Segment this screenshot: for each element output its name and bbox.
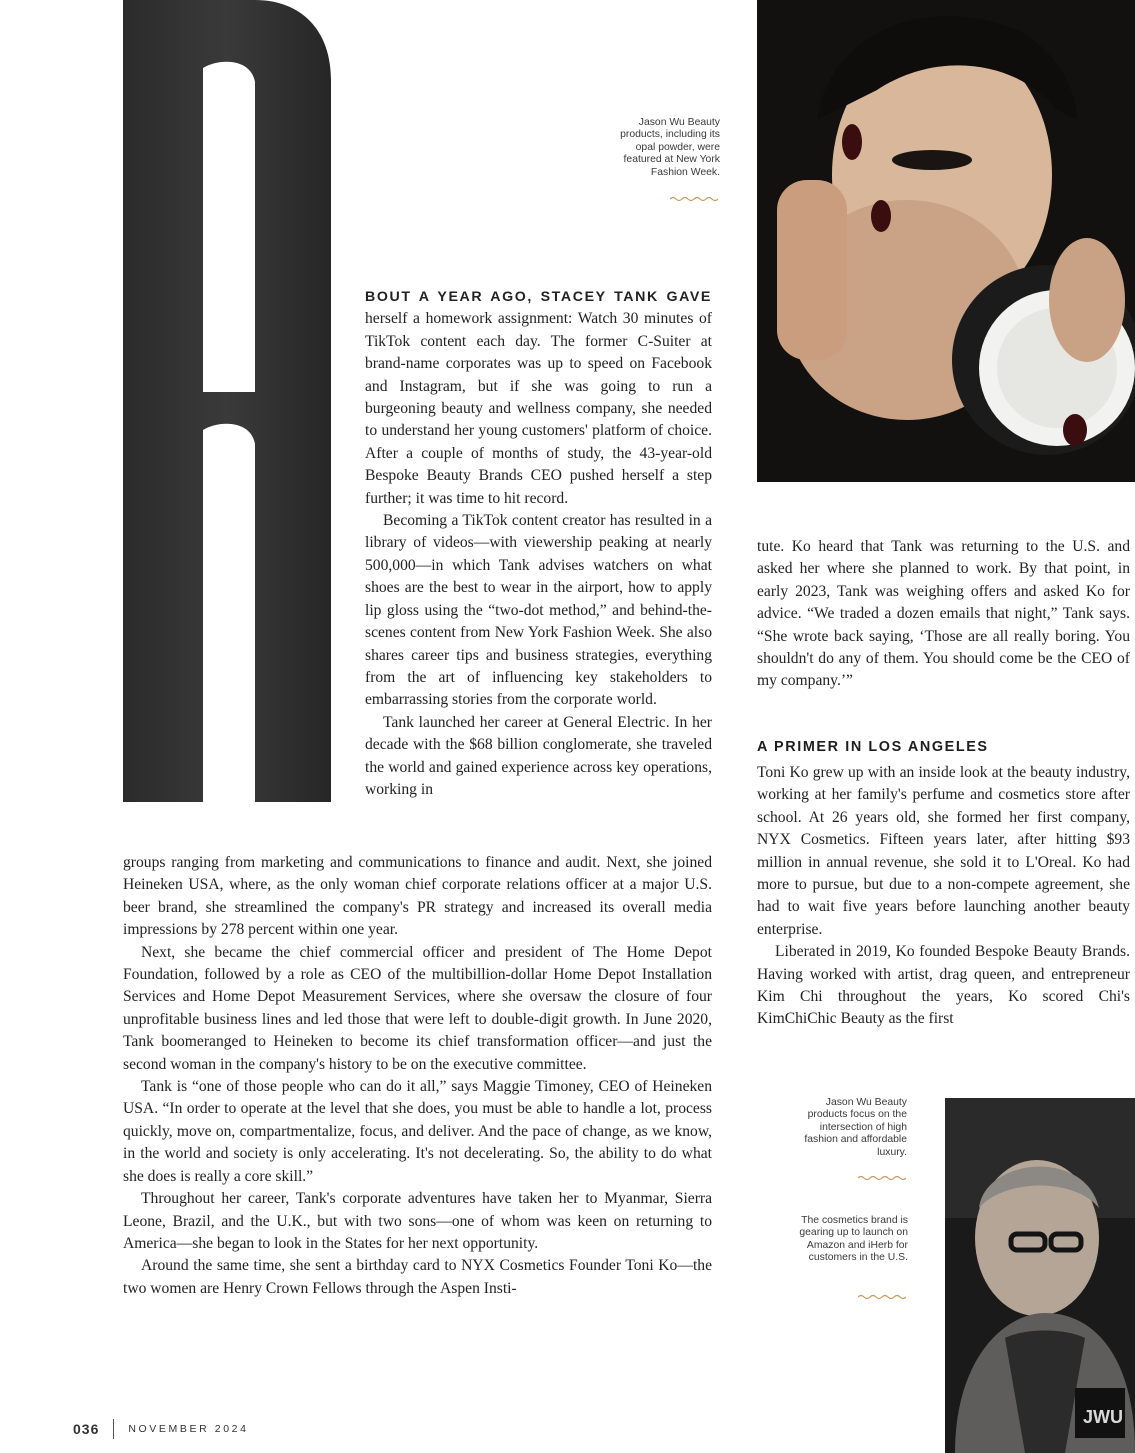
caption-bottom-2-text: The cosmetics brand is gearing up to launch on Amazon and iHerb for customers in the U.S. [799,1215,908,1264]
caption-bottom-1-text: Jason Wu Beauty products focus on the intersection of high fashion and affordable luxury. [804,1097,907,1158]
lead-in: BOUT A YEAR AGO, STACEY TANK GAVE [365,289,712,305]
paragraph-7: Around the same time, she sent a birthday card to NYX Cosmetics Founder Toni Ko—the two women are Henry Crown Fellows through the Aspen Insti- [123,1257,712,1297]
section-heading: A PRIMER IN LOS ANGELES [757,739,989,755]
folio-divider [113,1419,114,1439]
caption-ornament [670,196,718,202]
designer-photo [945,1098,1135,1453]
paragraph-3-continued: groups ranging from marketing and communications to finance and audit. Next, she joined Heineken USA, where, as the only woman chief corporate relations officer at a major U.S. beer brand, she streamlined the company's PR strategy and increased its overall media impressions by 278 percent within one year. [123,854,712,939]
paragraph-5: Tank is “one of those people who can do it all,” says Maggie Timoney, CEO of Heineken USA. “In order to operate at the level that she does, you must be able to handle a lot, process quickly, move on, compartmentalize, focus, and deliver. And the pace of change, as we know, in the world and society is only accelerating. It's not decelerating. So, the ability to do what she does is really a core skill.” [123,1078,712,1185]
drop-cap-text [331,0,332,1]
caption-top-text: Jason Wu Beauty products, including its opal powder, were featured at New York Fashion Week. [620,117,720,178]
designer-photo-illustration [945,1098,1135,1453]
svg-text:JWU: JWU [1083,1407,1123,1427]
caption-bottom-1 [795,1097,907,1159]
article-column-1-lower [123,852,712,1300]
article-column-2 [757,536,1130,693]
caption-ornament [858,1175,906,1181]
paragraph-4: Next, she became the chief commercial officer and president of The Home Depot Foundation, followed by a role as CEO of the multibillion-dollar Home Depot Installation Services and Home Depot Measurement Services, where she oversaw the closure of four unprofitable business lines and led those that were left to double-digit growth. In June 2020, Tank boomeranged to Heineken to become its chief transformation officer—and just the second woman in the company's history to be on the executive committee. [123,943,712,1073]
page-number: 036 [73,1421,100,1437]
paragraph-6: Throughout her career, Tank's corporate adventures have taken her to Myanmar, Sierra Leone, Brazil, and the U.K., but with two sons—one of whom was keen on returning to America—she began to look in the States for her next opportunity. [123,1190,712,1252]
paragraph-1 [365,286,712,510]
paragraph-8: Toni Ko grew up with an inside look at the beauty industry, working at her family's perfume and cosmetics store after school. At 26 years old, she formed her first company, NYX Cosmetics. Fifteen years later, after hitting $93 million in annual revenue, she sold it to L'Oreal. Ko had more to pursue, but due to a non-compete agreement, she had to wait five years before launching another beauty enterprise. [757,764,1130,938]
caption-ornament [858,1294,906,1300]
drop-cap-letter-a [123,0,331,802]
model-photo-illustration [757,0,1135,482]
paragraph-2: Becoming a TikTok content creator has resulted in a library of videos—with viewership peaking at nearly 500,000—in which Tank advises watchers on what shoes are the best to wear in the airport, how to apply lip gloss using the “two-dot method,” and behind-the-scenes content from New York Fashion Week. She also shares career tips and business strategies, everything from the art of influencing key stakeholders to embarrassing stories from the corporate world. [365,512,712,709]
article-column-1-upper [365,286,712,801]
article-column-2-section [757,762,1130,1031]
model-photo [757,0,1135,482]
folio [73,1419,249,1439]
caption-bottom-2 [790,1215,908,1265]
caption-top [600,117,720,179]
paragraph-7-continued: tute. Ko heard that Tank was returning to the U.S. and asked her where she planned to work. By that point, in early 2023, Tank was weighing offers and asked Ko for advice. “We traded a dozen emails that night,” Tank says. “She wrote back saying, ‘Those are all really boring. You shouldn't do any of them. You should come be the CEO of my company.’” [757,538,1130,690]
issue-date: NOVEMBER 2024 [128,1423,249,1435]
paragraph-9: Liberated in 2019, Ko founded Bespoke Beauty Brands. Having worked with artist, drag queen, and entrepreneur Kim Chi throughout the years, Ko scored Chi's KimChiChic Beauty as the first [757,943,1130,1028]
drop-cap [123,0,331,802]
paragraph-3-start: Tank launched her career at General Electric. In her decade with the $68 billion conglomerate, she traveled the world and gained experience across key operations, working in [365,713,712,798]
paragraph-1-text: herself a homework assignment: Watch 30 minutes of TikTok content each day. The former C-Suiter at brand-name corporates was up to speed on Facebook and Instagram, but if she was going to run a burgeoning beauty and wellness company, she needed to understand her young customers' platform of choice. After a couple of months of study, the 43-year-old Bespoke Beauty Brands CEO pushed herself a step further; it was time to hit record. [365,310,712,507]
